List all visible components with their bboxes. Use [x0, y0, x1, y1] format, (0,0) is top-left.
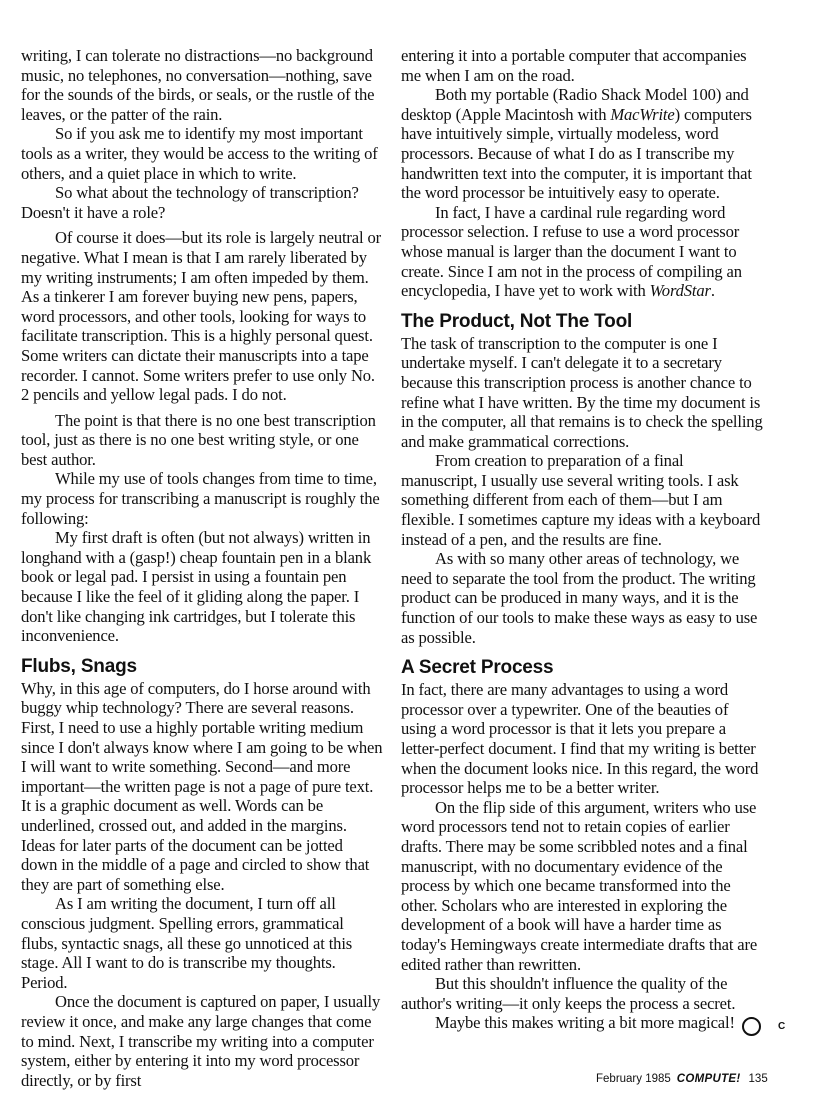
paragraph: On the flip side of this argument, writers who use word processors tend not to retain copies of earlier drafts. There may be some scribbled notes and a final manuscript, with no documentary evidence of the process by which one became transformed into the other. Scholars who are interested in exploring the development of a book will have a harder time as today's Hemingways create intermediate drafts that are edited rather than rewritten.: [401, 797, 758, 974]
magazine-name: COMPUTE!: [676, 1073, 741, 1085]
paragraph: So what about the technology of transcription? Doesn't it have a role?: [21, 183, 359, 222]
software-name: MacWrite: [610, 104, 675, 124]
paragraph: As with so many other areas of technology, we need to separate the tool from the product. The writing product can be produced in many ways, and it is the function of our tools to make these ways as easy to use as possible.: [401, 549, 758, 647]
issue-date: February 1985: [596, 1073, 671, 1085]
paragraph: As I am writing the document, I turn off all conscious judgment. Spelling errors, grammatical flubs, syntactic snags, all these go unnoticed at this stage. All I want to do is transcribe my thoughts. Period.: [21, 894, 353, 992]
section-heading-product-not-tool: The Product, Not The Tool: [401, 310, 633, 332]
paragraph: While my use of tools changes from time to time, my process for transcribing a manuscript is roughly the following:: [21, 469, 380, 528]
page-footer: [596, 1073, 768, 1085]
paragraph: entering it into a portable computer that accompanies me when I am on the road.: [401, 46, 747, 85]
software-name: WordStar: [649, 281, 711, 301]
left-column: [21, 46, 383, 1090]
paragraph: Of course it does—but its role is largely neutral or negative. What I mean is that I am rarely liberated by my writing instruments; I am often impeded by them. As a tinkerer I am forever buying new pens, papers, word processors, and other tools, looking for ways to facilitate transcription. This is a highly personal quest. Some writers can dictate their manuscripts into a tape recorder. I cannot. Some writers prefer to use only No. 2 pencils and yellow legal pads. I do not.: [21, 228, 381, 405]
paragraph: From creation to preparation of a final manuscript, I usually use several writing tools. I ask something different from each of them—but I am flexible. I sometimes capture my ideas with a keyboard instead of a pen, and the results are fine.: [401, 451, 761, 549]
paragraph: The point is that there is no one best transcription tool, just as there is no one best writing style, or one best author.: [21, 410, 376, 469]
paragraph: So if you ask me to identify my most important tools as a writer, they would be access to the writing of others, and a quiet place in which to write.: [21, 124, 378, 183]
paragraph: Both my portable (Radio Shack Model 100) and desktop (Apple Macintosh with MacWrite) computers have intuitively simple, virtually modeless, word processors. Because of what I do as I transcribe my handwritten text into the computer, it is important that the word processor be intuitively easy to operate.: [401, 85, 752, 203]
page-number: 135: [748, 1073, 768, 1085]
paragraph: In fact, I have a cardinal rule regarding word processor selection. I refuse to use a word processor whose manual is larger than the document I want to create. Since I am not in the process of compiling an encyclopedia, I have yet to work with WordStar.: [401, 202, 742, 301]
section-heading-secret-process: A Secret Process: [401, 657, 554, 679]
paragraph: Once the document is captured on paper, I usually review it once, and make any large changes that come to mind. Next, I transcribe my writing into a computer system, either by entering it into my word processor directly, or by first: [21, 992, 381, 1090]
paragraph: In fact, there are many advantages to using a word processor over a typewriter. One of the beauties of using a word processor is that it lets you prepare a letter-perfect document. I find that my writing is better when the document looks nice. In this regard, the word processor helps me to be a better writer.: [401, 680, 759, 798]
paragraph: Why, in this age of computers, do I horse around with buggy whip technology? There are several reasons. First, I need to use a highly portable writing medium since I don't always know where I am going to be when I will want to write something. Second—and more important—the written page is not a page of pure text. It is a graphic document as well. Words can be underlined, crossed out, and added in the margins. Ideas for later parts of the document can be jotted down in the middle of a page and circled to show that they are part of something else.: [21, 678, 383, 894]
right-column: [401, 46, 786, 1036]
section-heading-flubs-snags: Flubs, Snags: [21, 655, 137, 677]
paragraph: Maybe this makes writing a bit more magical! C: [401, 1013, 763, 1033]
paragraph: writing, I can tolerate no distractions—no background music, no telephones, no conversation—nothing, save for the sounds of the birds, or seals, or the rustle of the leaves, or the patter of the rain.: [21, 46, 375, 124]
paragraph: The task of transcription to the computer is one I undertake myself. I can't delegate it to a secretary because this transcription process is another chance to refine what I have written. By the time my document is in the computer, all that remains is to check the spelling and make grammatical corrections.: [401, 333, 763, 451]
paragraph: But this shouldn't influence the quality of the author's writing—it only keeps the process a secret.: [401, 974, 736, 1013]
end-of-article-mark-icon: C: [742, 1017, 761, 1036]
paragraph: My first draft is often (but not always) written in longhand with a (gasp!) cheap fountain pen in a blank book or legal pad. I persist in using a fountain pen because I like the feel of it gliding along the paper. I don't like changing ink cartridges, but I tolerate this inconvenience.: [21, 528, 372, 646]
